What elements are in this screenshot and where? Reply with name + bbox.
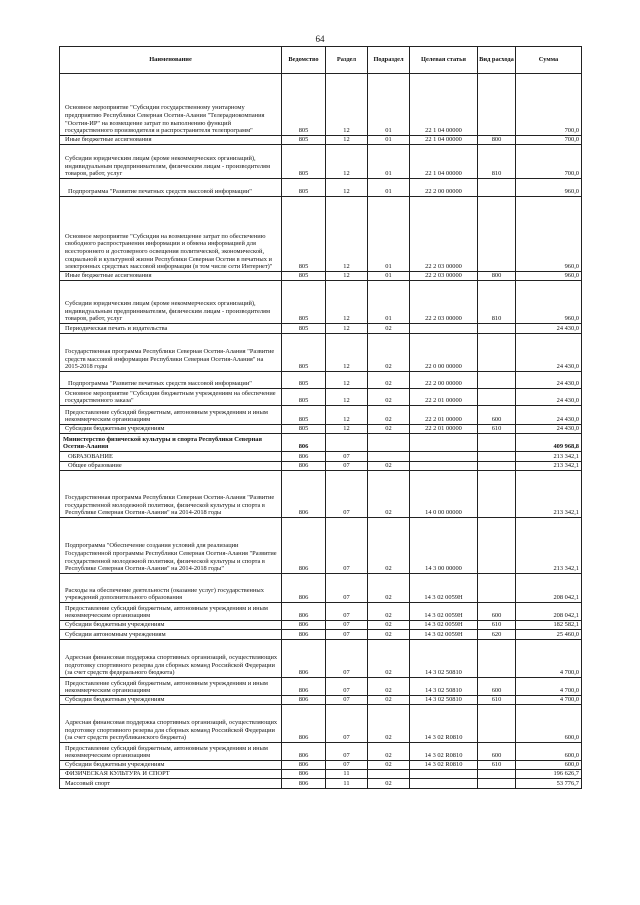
table-row [60, 406, 582, 425]
cell-amount: 700,0 [516, 136, 582, 145]
cell-amount: 24 430,0 [516, 334, 582, 372]
cell-amount: 213 342,1 [516, 471, 582, 518]
cell-section: 07 [326, 630, 368, 640]
cell-subsection: 01 [368, 179, 410, 197]
cell-department: 805 [282, 136, 326, 145]
table-row [60, 779, 582, 789]
cell-section: 07 [326, 462, 368, 471]
cell-section: 07 [326, 696, 368, 705]
cell-name: Предоставление субсидий бюджетным, автономным учреждениям и иным некоммерческим организациям [60, 603, 282, 621]
cell-department: 806 [282, 761, 326, 770]
header-department: Ведомство [282, 47, 326, 74]
cell-section: 07 [326, 471, 368, 518]
table-row [60, 272, 582, 281]
cell-expense-type: 600 [478, 743, 516, 761]
cell-amount: 960,0 [516, 197, 582, 272]
table-row [60, 452, 582, 462]
cell-target-article: 22 2 01 00000 [410, 406, 478, 425]
cell-subsection: 02 [368, 389, 410, 406]
cell-amount: 4 700,0 [516, 678, 582, 696]
cell-subsection: 02 [368, 696, 410, 705]
header-expense-type: Вид расхода [478, 47, 516, 74]
cell-target-article: 22 2 00 00000 [410, 372, 478, 389]
cell-target-article: 14 3 02 50810 [410, 696, 478, 705]
cell-section: 11 [326, 779, 368, 789]
cell-expense-type [478, 334, 516, 372]
cell-name: Государственная программа Республики Северная Осетия-Алания "Развитие государственной молодежной политики, физической культуры и спорта в Республике Северная Осетия-Алания" на 2014-2018 годы [60, 471, 282, 518]
cell-department: 806 [282, 770, 326, 779]
cell-department: 806 [282, 630, 326, 640]
cell-target-article: 14 3 02 R0810 [410, 761, 478, 770]
cell-target-article: 14 3 00 00000 [410, 518, 478, 574]
cell-amount: 960,0 [516, 281, 582, 324]
cell-department: 805 [282, 74, 326, 136]
cell-target-article: 14 3 02 0059Н [410, 630, 478, 640]
cell-expense-type [478, 640, 516, 678]
cell-target-article: 14 0 00 00000 [410, 471, 478, 518]
cell-expense-type: 810 [478, 145, 516, 179]
cell-amount: 182 582,1 [516, 621, 582, 630]
cell-subsection [368, 770, 410, 779]
cell-expense-type [478, 462, 516, 471]
cell-target-article: 22 1 04 00000 [410, 74, 478, 136]
cell-target-article: 14 3 02 0059Н [410, 603, 478, 621]
cell-name: Министерство физической культуры и спорта Республики Северная Осетия-Алания [60, 434, 282, 452]
cell-expense-type [478, 74, 516, 136]
cell-section: 12 [326, 281, 368, 324]
cell-subsection: 02 [368, 761, 410, 770]
header-section: Раздел [326, 47, 368, 74]
cell-target-article [410, 324, 478, 334]
cell-target-article: 14 3 02 50810 [410, 678, 478, 696]
cell-target-article [410, 462, 478, 471]
table-header-row [60, 47, 582, 74]
cell-subsection: 02 [368, 471, 410, 518]
cell-amount: 4 700,0 [516, 696, 582, 705]
cell-target-article [410, 434, 478, 452]
table-row [60, 425, 582, 434]
cell-amount: 700,0 [516, 74, 582, 136]
cell-amount: 213 342,1 [516, 518, 582, 574]
cell-expense-type [478, 471, 516, 518]
cell-expense-type [478, 389, 516, 406]
cell-name: Подпрограмма "Развитие печатных средств массовой информации" [60, 372, 282, 389]
cell-department: 805 [282, 272, 326, 281]
cell-subsection: 02 [368, 630, 410, 640]
cell-expense-type [478, 770, 516, 779]
table-row [60, 389, 582, 406]
cell-target-article: 14 3 02 0059Н [410, 621, 478, 630]
cell-amount: 25 460,0 [516, 630, 582, 640]
cell-department: 806 [282, 452, 326, 462]
cell-expense-type: 610 [478, 696, 516, 705]
cell-name: Основное мероприятие "Субсидия на возмещение затрат по обеспечению свободного распространения информации и обмена информацией для всестороннего и достоверного освещения политической, экономической, социальной и культурной жизни Республики Северная Осетия в печатных и электронных средствах массовой информации (в том числе сети Интернет)" [60, 197, 282, 272]
cell-amount: 960,0 [516, 272, 582, 281]
cell-department: 806 [282, 696, 326, 705]
cell-section: 07 [326, 518, 368, 574]
table-row [60, 136, 582, 145]
cell-expense-type [478, 179, 516, 197]
table-row [60, 640, 582, 678]
table-row [60, 574, 582, 603]
cell-amount: 700,0 [516, 145, 582, 179]
page-number: 64 [315, 34, 325, 44]
cell-section: 12 [326, 425, 368, 434]
cell-amount: 600,0 [516, 743, 582, 761]
cell-name: Основное мероприятие "Субсидии государственному унитарному предприятию Республики Северная Осетия-Алания "Телерадиокомпания "Осетия-ИР" на возмещение затрат по выполнению функций государственного производителя и распространителя телепрограмм" [60, 74, 282, 136]
header-name: Наименование [60, 47, 282, 74]
cell-section: 12 [326, 324, 368, 334]
budget-table [59, 46, 582, 789]
cell-name: Субсидии бюджетным учреждениям [60, 425, 282, 434]
table-row [60, 696, 582, 705]
cell-name: Подпрограмма "Развитие печатных средств массовой информации" [60, 179, 282, 197]
cell-expense-type: 600 [478, 678, 516, 696]
cell-section: 07 [326, 452, 368, 462]
cell-department: 805 [282, 145, 326, 179]
cell-section: 12 [326, 334, 368, 372]
cell-expense-type [478, 705, 516, 743]
cell-section: 12 [326, 389, 368, 406]
table-row [60, 324, 582, 334]
table-row [60, 197, 582, 272]
table-row [60, 678, 582, 696]
cell-section: 07 [326, 621, 368, 630]
cell-subsection: 02 [368, 372, 410, 389]
cell-department: 805 [282, 425, 326, 434]
cell-target-article: 14 3 02 R0810 [410, 743, 478, 761]
cell-amount: 960,0 [516, 179, 582, 197]
cell-amount: 24 430,0 [516, 324, 582, 334]
cell-subsection: 01 [368, 272, 410, 281]
cell-department: 805 [282, 324, 326, 334]
cell-subsection: 02 [368, 425, 410, 434]
cell-amount: 213 342,1 [516, 462, 582, 471]
cell-subsection: 02 [368, 621, 410, 630]
cell-expense-type: 610 [478, 761, 516, 770]
cell-expense-type: 610 [478, 425, 516, 434]
cell-expense-type: 600 [478, 603, 516, 621]
cell-target-article: 22 2 01 00000 [410, 389, 478, 406]
cell-section: 12 [326, 74, 368, 136]
table-row [60, 603, 582, 621]
cell-expense-type [478, 574, 516, 603]
cell-expense-type: 810 [478, 281, 516, 324]
cell-target-article: 22 0 00 00000 [410, 334, 478, 372]
table-body [60, 74, 582, 789]
cell-department: 806 [282, 743, 326, 761]
table-row [60, 74, 582, 136]
cell-expense-type [478, 372, 516, 389]
cell-subsection: 02 [368, 574, 410, 603]
table-row [60, 179, 582, 197]
cell-name: Подпрограмма "Обеспечение создания условий для реализации Государственной программы Республики Северная Осетия-Алания "Развитие государственной молодежной политики, физической культуры и спорта в Республике Северная Осетия-Алания" на 2014-2018 годы" [60, 518, 282, 574]
cell-subsection [368, 452, 410, 462]
cell-name: Субсидии бюджетным учреждениям [60, 621, 282, 630]
table-row [60, 761, 582, 770]
cell-amount: 196 626,7 [516, 770, 582, 779]
table-row [60, 621, 582, 630]
cell-name: Периодическая печать и издательства [60, 324, 282, 334]
cell-department: 806 [282, 574, 326, 603]
table-row [60, 434, 582, 452]
table-row [60, 705, 582, 743]
cell-department: 806 [282, 621, 326, 630]
cell-target-article: 22 1 04 00000 [410, 136, 478, 145]
table-row [60, 372, 582, 389]
cell-subsection: 02 [368, 743, 410, 761]
cell-subsection: 02 [368, 324, 410, 334]
cell-subsection: 01 [368, 197, 410, 272]
cell-department: 806 [282, 678, 326, 696]
cell-subsection: 02 [368, 779, 410, 789]
cell-amount: 600,0 [516, 761, 582, 770]
cell-name: ОБРАЗОВАНИЕ [60, 452, 282, 462]
cell-target-article: 22 2 03 00000 [410, 272, 478, 281]
cell-expense-type: 620 [478, 630, 516, 640]
table-row [60, 770, 582, 779]
cell-section: 07 [326, 640, 368, 678]
cell-section: 12 [326, 406, 368, 425]
cell-section: 11 [326, 770, 368, 779]
cell-department: 805 [282, 197, 326, 272]
cell-name: Предоставление субсидий бюджетным, автономным учреждениям и иным некоммерческим организациям [60, 678, 282, 696]
table-row [60, 281, 582, 324]
cell-expense-type [478, 518, 516, 574]
cell-amount: 24 430,0 [516, 406, 582, 425]
cell-section: 12 [326, 197, 368, 272]
header-amount: Сумма [516, 47, 582, 74]
cell-expense-type [478, 197, 516, 272]
cell-target-article: 22 1 04 00000 [410, 145, 478, 179]
cell-target-article: 14 3 02 0059Н [410, 574, 478, 603]
table-row [60, 518, 582, 574]
cell-department: 806 [282, 779, 326, 789]
cell-amount: 24 430,0 [516, 425, 582, 434]
cell-department: 806 [282, 462, 326, 471]
cell-target-article [410, 779, 478, 789]
cell-name: Предоставление субсидий бюджетным, автономным учреждениям и иным некоммерческим организациям [60, 406, 282, 425]
header-subsection: Подраздел [368, 47, 410, 74]
cell-department: 805 [282, 281, 326, 324]
cell-section: 07 [326, 603, 368, 621]
cell-name: Субсидии юридическим лицам (кроме некоммерческих организаций), индивидуальным предпринимателям, физическим лицам - производителям товаров, работ, услуг [60, 145, 282, 179]
cell-subsection [368, 434, 410, 452]
table-row [60, 471, 582, 518]
cell-name: Субсидии автономным учреждениям [60, 630, 282, 640]
cell-section: 07 [326, 743, 368, 761]
cell-expense-type: 610 [478, 621, 516, 630]
cell-amount: 208 042,1 [516, 574, 582, 603]
cell-subsection: 01 [368, 281, 410, 324]
cell-section: 07 [326, 705, 368, 743]
cell-target-article [410, 770, 478, 779]
cell-target-article: 22 2 03 00000 [410, 197, 478, 272]
cell-department: 805 [282, 179, 326, 197]
cell-subsection: 02 [368, 406, 410, 425]
cell-amount: 208 042,1 [516, 603, 582, 621]
cell-amount: 409 968,8 [516, 434, 582, 452]
cell-amount: 213 342,1 [516, 452, 582, 462]
header-target-article: Целевая статья [410, 47, 478, 74]
cell-name: Субсидии бюджетным учреждениям [60, 761, 282, 770]
cell-name: Государственная программа Республики Северная Осетия-Алания "Развитие средств массовой информации Республики Северная Осетия-Алания" на 2015-2018 годы [60, 334, 282, 372]
cell-amount: 600,0 [516, 705, 582, 743]
cell-name: Иные бюджетные ассигнования [60, 136, 282, 145]
table-row [60, 145, 582, 179]
cell-amount: 4 700,0 [516, 640, 582, 678]
cell-expense-type: 800 [478, 272, 516, 281]
cell-subsection: 02 [368, 640, 410, 678]
cell-subsection: 02 [368, 705, 410, 743]
cell-target-article: 14 3 02 R0810 [410, 705, 478, 743]
table-row [60, 743, 582, 761]
cell-name: Адресная финансовая поддержка спортивных организаций, осуществляющих подготовку спортивного резерва для сборных команд Российской Федерации (за счет средств федерального бюджета) [60, 640, 282, 678]
cell-target-article: 22 2 03 00000 [410, 281, 478, 324]
cell-expense-type [478, 779, 516, 789]
cell-name: Субсидии юридическим лицам (кроме некоммерческих организаций), индивидуальным предпринимателям, физическим лицам - производителям товаров, работ, услуг [60, 281, 282, 324]
cell-department: 806 [282, 705, 326, 743]
cell-target-article: 22 2 00 00000 [410, 179, 478, 197]
cell-amount: 24 430,0 [516, 389, 582, 406]
cell-name: Расходы на обеспечение деятельности (оказание услуг) государственных учреждений дополнительного образования [60, 574, 282, 603]
cell-target-article [410, 452, 478, 462]
cell-department: 805 [282, 389, 326, 406]
cell-subsection: 02 [368, 334, 410, 372]
cell-name: Массовый спорт [60, 779, 282, 789]
cell-section: 12 [326, 272, 368, 281]
cell-name: Субсидии бюджетным учреждениям [60, 696, 282, 705]
cell-department: 806 [282, 640, 326, 678]
cell-section [326, 434, 368, 452]
cell-section: 12 [326, 179, 368, 197]
table-row [60, 630, 582, 640]
cell-section: 07 [326, 761, 368, 770]
cell-department: 806 [282, 471, 326, 518]
cell-expense-type [478, 452, 516, 462]
table-row [60, 334, 582, 372]
cell-name: ФИЗИЧЕСКАЯ КУЛЬТУРА И СПОРТ [60, 770, 282, 779]
cell-subsection: 01 [368, 74, 410, 136]
cell-name: Предоставление субсидий бюджетным, автономным учреждениям и иным некоммерческим организациям [60, 743, 282, 761]
cell-department: 806 [282, 434, 326, 452]
cell-name: Иные бюджетные ассигнования [60, 272, 282, 281]
cell-subsection: 02 [368, 462, 410, 471]
cell-department: 805 [282, 406, 326, 425]
cell-department: 805 [282, 372, 326, 389]
cell-subsection: 02 [368, 678, 410, 696]
cell-subsection: 01 [368, 145, 410, 179]
cell-target-article: 22 2 01 00000 [410, 425, 478, 434]
cell-expense-type [478, 324, 516, 334]
cell-name: Общее образование [60, 462, 282, 471]
table-row [60, 462, 582, 471]
cell-expense-type: 600 [478, 406, 516, 425]
cell-name: Адресная финансовая поддержка спортивных организаций, осуществляющих подготовку спортивного резерва для сборных команд Российской Федерации (за счет средств республиканского бюджета) [60, 705, 282, 743]
cell-amount: 24 430,0 [516, 372, 582, 389]
cell-subsection: 02 [368, 518, 410, 574]
cell-target-article: 14 3 02 50810 [410, 640, 478, 678]
cell-amount: 53 776,7 [516, 779, 582, 789]
cell-subsection: 01 [368, 136, 410, 145]
cell-name: Основное мероприятие "Субсидии бюджетным учреждениям на обеспечение государственного заказа" [60, 389, 282, 406]
cell-section: 12 [326, 136, 368, 145]
cell-section: 12 [326, 145, 368, 179]
cell-department: 805 [282, 334, 326, 372]
cell-expense-type [478, 434, 516, 452]
cell-subsection: 02 [368, 603, 410, 621]
cell-department: 806 [282, 603, 326, 621]
cell-section: 07 [326, 678, 368, 696]
cell-expense-type: 800 [478, 136, 516, 145]
cell-section: 07 [326, 574, 368, 603]
cell-section: 12 [326, 372, 368, 389]
cell-department: 806 [282, 518, 326, 574]
